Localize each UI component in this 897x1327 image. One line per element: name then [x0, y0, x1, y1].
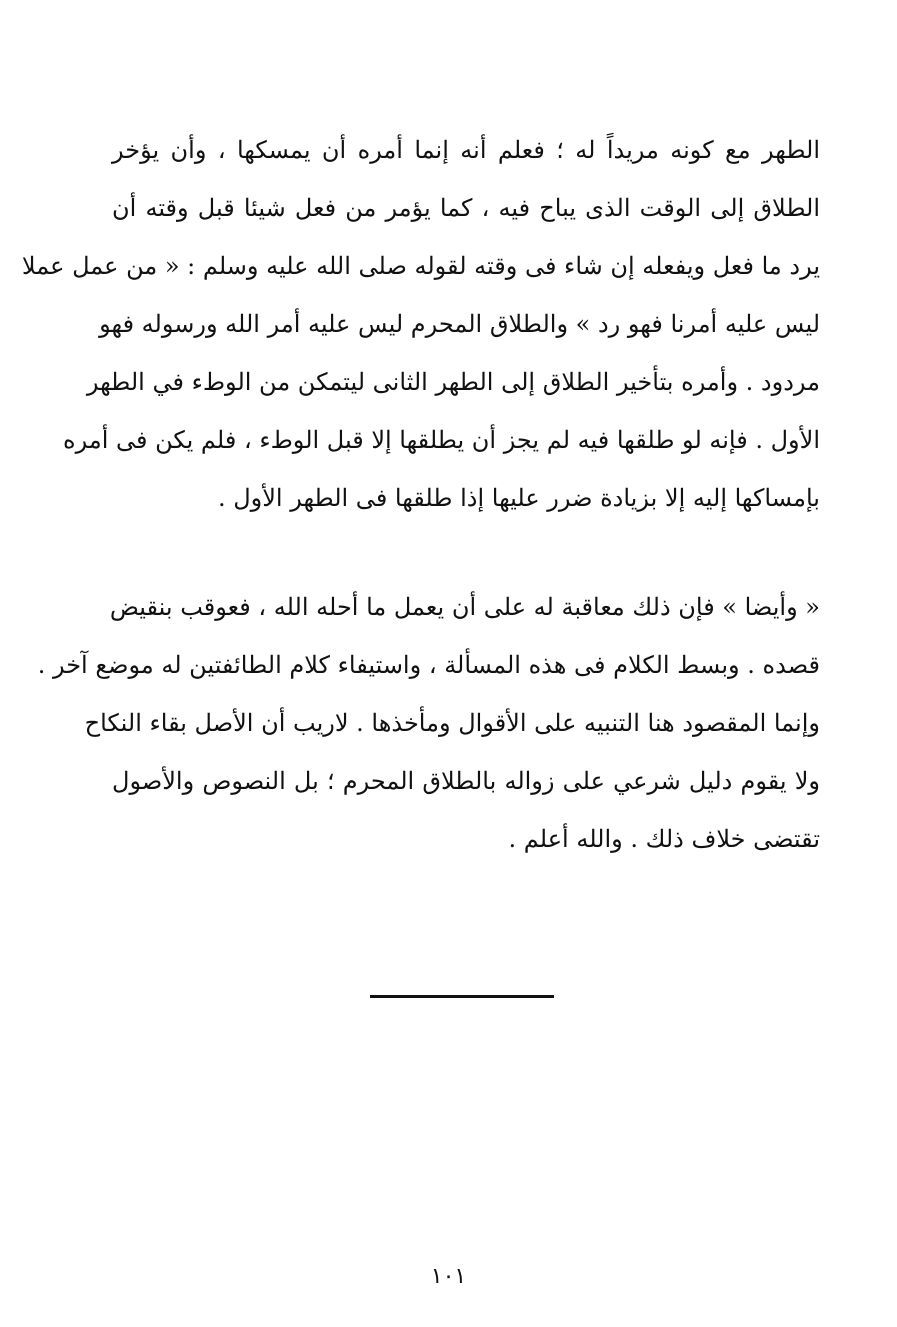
text-line: « وأيضا » فإن ذلك معاقبة له على أن يعمل ما أحله الله ، فعوقب بنقيض: [109, 593, 820, 621]
paragraph-2: [37, 578, 820, 868]
text-line: الطلاق إلى الوقت الذى يباح فيه ، كما يؤمر من فعل شيئا قبل وقته أن: [112, 194, 820, 222]
text-line: ليس عليه أمرنا فهو رد » والطلاق المحرم ليس عليه أمر الله ورسوله فهو: [99, 310, 820, 338]
page-number: ١٠١: [430, 1264, 467, 1289]
text-line: قصده . وبسط الكلام فى هذه المسألة ، واستيفاء كلام الطائفتين له موضع آخر .: [37, 651, 820, 679]
section-divider: [370, 995, 554, 998]
text-line: مردود . وأمره بتأخير الطلاق إلى الطهر الثانى ليتمكن من الوطء في الطهر: [86, 368, 820, 396]
paragraph-1: [21, 121, 820, 527]
text-line: يرد ما فعل ويفعله إن شاء فى وقته لقوله صلى الله عليه وسلم : « من عمل عملا: [21, 252, 820, 280]
text-line: الطهر مع كونه مريداً له ؛ فعلم أنه إنما أمره أن يمسكها ، وأن يؤخر: [112, 136, 820, 164]
text-line: ولا يقوم دليل شرعي على زواله بالطلاق المحرم ؛ بل النصوص والأصول: [112, 767, 820, 795]
text-line: تقتضى خلاف ذلك . والله أعلم .: [508, 825, 820, 853]
text-line: وإنما المقصود هنا التنبيه على الأقوال ومأخذها . لاريب أن الأصل بقاء النكاح: [84, 709, 820, 737]
text-line: بإمساكها إليه إلا بزيادة ضرر عليها إذا طلقها فى الطهر الأول .: [217, 484, 820, 512]
text-line: الأول . فإنه لو طلقها فيه لم يجز أن يطلقها إلا قبل الوطء ، فلم يكن فى أمره: [63, 426, 820, 454]
